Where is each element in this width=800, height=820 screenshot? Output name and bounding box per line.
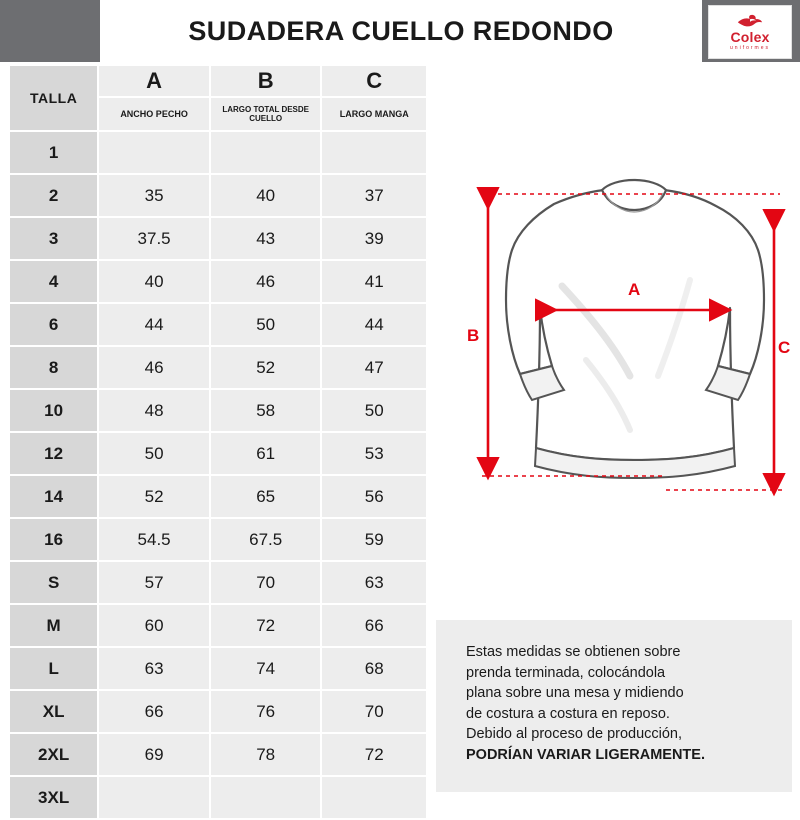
cell-talla: 16 (9, 518, 98, 561)
column-header-b-desc: LARGO TOTAL DESDE CUELLO (210, 97, 322, 131)
measurement-note (436, 620, 792, 792)
cell-b: 74 (210, 647, 322, 690)
cell-b: 46 (210, 260, 322, 303)
table-row (9, 690, 427, 733)
cell-c: 37 (321, 174, 427, 217)
cell-talla: 14 (9, 475, 98, 518)
cell-c: 63 (321, 561, 427, 604)
note-line-5: Debido al proceso de producción, (466, 726, 683, 743)
cell-c: 59 (321, 518, 427, 561)
cell-c (321, 776, 427, 819)
cell-a: 44 (98, 303, 210, 346)
cell-c: 72 (321, 733, 427, 776)
note-line-1: Estas medidas se obtienen sobre (466, 644, 681, 660)
table-header-letters-row (9, 65, 427, 97)
measure-label-c: C (778, 338, 791, 357)
cell-a (98, 131, 210, 174)
cell-a (98, 776, 210, 819)
brand-name: Colex (730, 29, 770, 45)
cell-c (321, 131, 427, 174)
table-header (9, 65, 427, 131)
cell-b: 61 (210, 432, 322, 475)
cell-b: 70 (210, 561, 322, 604)
cell-talla: S (9, 561, 98, 604)
table-row (9, 174, 427, 217)
measure-label-a: A (628, 280, 641, 299)
cell-b: 65 (210, 475, 322, 518)
column-header-talla: TALLA (9, 65, 98, 131)
cell-b: 76 (210, 690, 322, 733)
cell-talla: 4 (9, 260, 98, 303)
cell-a: 40 (98, 260, 210, 303)
table-row (9, 518, 427, 561)
cell-c: 41 (321, 260, 427, 303)
table-row (9, 475, 427, 518)
cell-c: 68 (321, 647, 427, 690)
table-row (9, 303, 427, 346)
measure-label-b: B (467, 326, 480, 345)
cell-c: 56 (321, 475, 427, 518)
cell-b (210, 131, 322, 174)
cell-a: 69 (98, 733, 210, 776)
header-title-container (100, 0, 702, 62)
cell-c: 44 (321, 303, 427, 346)
table-row (9, 131, 427, 174)
note-line-4: de costura a costura en reposo. (466, 705, 670, 722)
cell-a: 48 (98, 389, 210, 432)
cell-a: 35 (98, 174, 210, 217)
header-left-band (0, 0, 100, 62)
column-header-c-letter: C (321, 65, 427, 97)
cell-b: 78 (210, 733, 322, 776)
cell-talla: 8 (9, 346, 98, 389)
cell-c: 47 (321, 346, 427, 389)
size-table (8, 64, 428, 820)
cell-b: 67.5 (210, 518, 322, 561)
cell-talla: 6 (9, 303, 98, 346)
cell-b: 52 (210, 346, 322, 389)
cell-talla: 12 (9, 432, 98, 475)
cell-talla: L (9, 647, 98, 690)
cell-b: 72 (210, 604, 322, 647)
column-header-b-letter: B (210, 65, 322, 97)
note-line-6: PODRÍAN VARIAR LIGERAMENTE. (466, 746, 705, 763)
cell-talla: 3 (9, 217, 98, 260)
cell-c: 39 (321, 217, 427, 260)
cell-a: 57 (98, 561, 210, 604)
column-header-c-desc: LARGO MANGA (321, 97, 427, 131)
cell-c: 53 (321, 432, 427, 475)
cell-a: 66 (98, 690, 210, 733)
cell-talla: 10 (9, 389, 98, 432)
cell-c: 66 (321, 604, 427, 647)
column-header-a-letter: A (98, 65, 210, 97)
cell-a: 46 (98, 346, 210, 389)
cell-b: 40 (210, 174, 322, 217)
table-row (9, 432, 427, 475)
size-table-container (8, 64, 428, 820)
cell-b: 58 (210, 389, 322, 432)
cell-a: 52 (98, 475, 210, 518)
table-row (9, 561, 427, 604)
cell-b (210, 776, 322, 819)
note-line-3: plana sobre una mesa y midiendo (466, 685, 684, 702)
cell-c: 50 (321, 389, 427, 432)
header (0, 0, 800, 62)
cell-talla: M (9, 604, 98, 647)
table-row (9, 776, 427, 819)
cell-talla: 3XL (9, 776, 98, 819)
cell-a: 37.5 (98, 217, 210, 260)
table-row (9, 647, 427, 690)
cell-a: 60 (98, 604, 210, 647)
brand-logo (708, 5, 792, 59)
sweatshirt-drawing (506, 180, 764, 478)
cell-a: 63 (98, 647, 210, 690)
cell-b: 50 (210, 303, 322, 346)
table-row (9, 346, 427, 389)
cell-a: 54.5 (98, 518, 210, 561)
brand-tagline: uniformes (730, 45, 770, 51)
table-row (9, 604, 427, 647)
table-row (9, 733, 427, 776)
page-title: SUDADERA CUELLO REDONDO (188, 15, 614, 46)
garment-illustration (436, 160, 792, 560)
cell-talla: 1 (9, 131, 98, 174)
table-body (9, 131, 427, 819)
cell-b: 43 (210, 217, 322, 260)
column-header-a-desc: ANCHO PECHO (98, 97, 210, 131)
cell-c: 70 (321, 690, 427, 733)
table-row (9, 217, 427, 260)
cell-talla: 2XL (9, 733, 98, 776)
cell-talla: XL (9, 690, 98, 733)
table-row (9, 389, 427, 432)
note-line-2: prenda terminada, colocándola (466, 664, 666, 681)
cell-a: 50 (98, 432, 210, 475)
table-row (9, 260, 427, 303)
eagle-icon (737, 13, 763, 29)
cell-talla: 2 (9, 174, 98, 217)
